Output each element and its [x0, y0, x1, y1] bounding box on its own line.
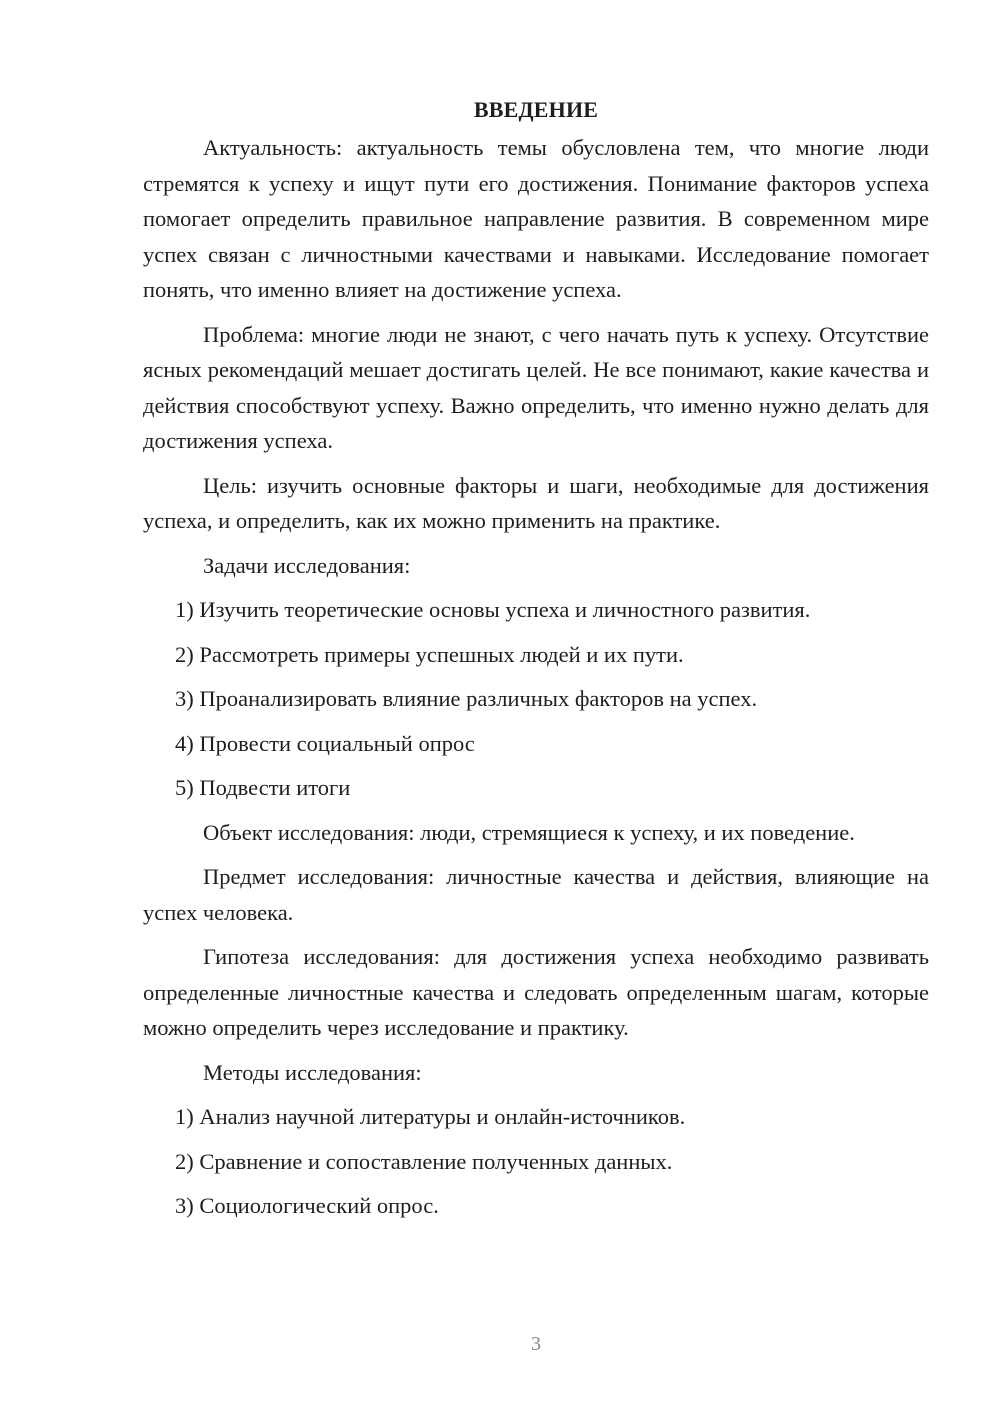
problem-paragraph: Проблема: многие люди не знают, с чего начать путь к успеху. Отсутствие ясных рекомендаций мешает достигать целей. Не все понимают, какие качества и действия способствуют успеху. Важно определить, что именно нужно делать для достижения успеха. — [143, 321, 929, 453]
relevance-paragraph: Актуальность: актуальность темы обусловлена тем, что многие люди стремятся к успеху и ищут пути его достижения. Понимание факторов успеха помогает определить правильное направление развития. В современном мире успех связан с личностными качествами и навыками. Исследование помогает понять, что именно влияет на достижение успеха. — [143, 135, 929, 302]
method-item: 3) Социологический опрос. — [175, 1193, 439, 1218]
task-item: 2) Рассмотреть примеры успешных людей и их пути. — [175, 641, 684, 667]
task-item: 5) Подвести итоги — [175, 775, 351, 800]
tasks-title: Задачи исследования: — [203, 552, 411, 578]
task-item: 4) Провести социальный опрос — [175, 730, 475, 756]
object-paragraph: Объект исследования: люди, стремящиеся к успеху, и их поведение. — [203, 819, 855, 845]
methods-title: Методы исследования: — [203, 1059, 422, 1085]
page-content — [143, 94, 929, 1233]
method-item: 1) Анализ научной литературы и онлайн-источников. — [175, 1104, 686, 1129]
task-item: 1) Изучить теоретические основы успеха и личностного развития. — [175, 597, 811, 622]
page-title: ВВЕДЕНИЕ — [473, 97, 599, 122]
method-item: 2) Сравнение и сопоставление полученных данных. — [175, 1148, 673, 1174]
task-item: 3) Проанализировать влияние различных факторов на успех. — [175, 686, 758, 711]
page-number: 3 — [531, 1333, 541, 1355]
goal-paragraph: Цель: изучить основные факторы и шаги, необходимые для достижения успеха, и определить, как их можно применить на практике. — [143, 472, 929, 533]
hypothesis-paragraph: Гипотеза исследования: для достижения успеха необходимо развивать определенные личностные качества и следовать определенным шагам, которые можно определить через исследование и практику. — [143, 944, 929, 1040]
subject-paragraph: Предмет исследования: личностные качества и действия, влияющие на успех человека. — [143, 864, 929, 925]
